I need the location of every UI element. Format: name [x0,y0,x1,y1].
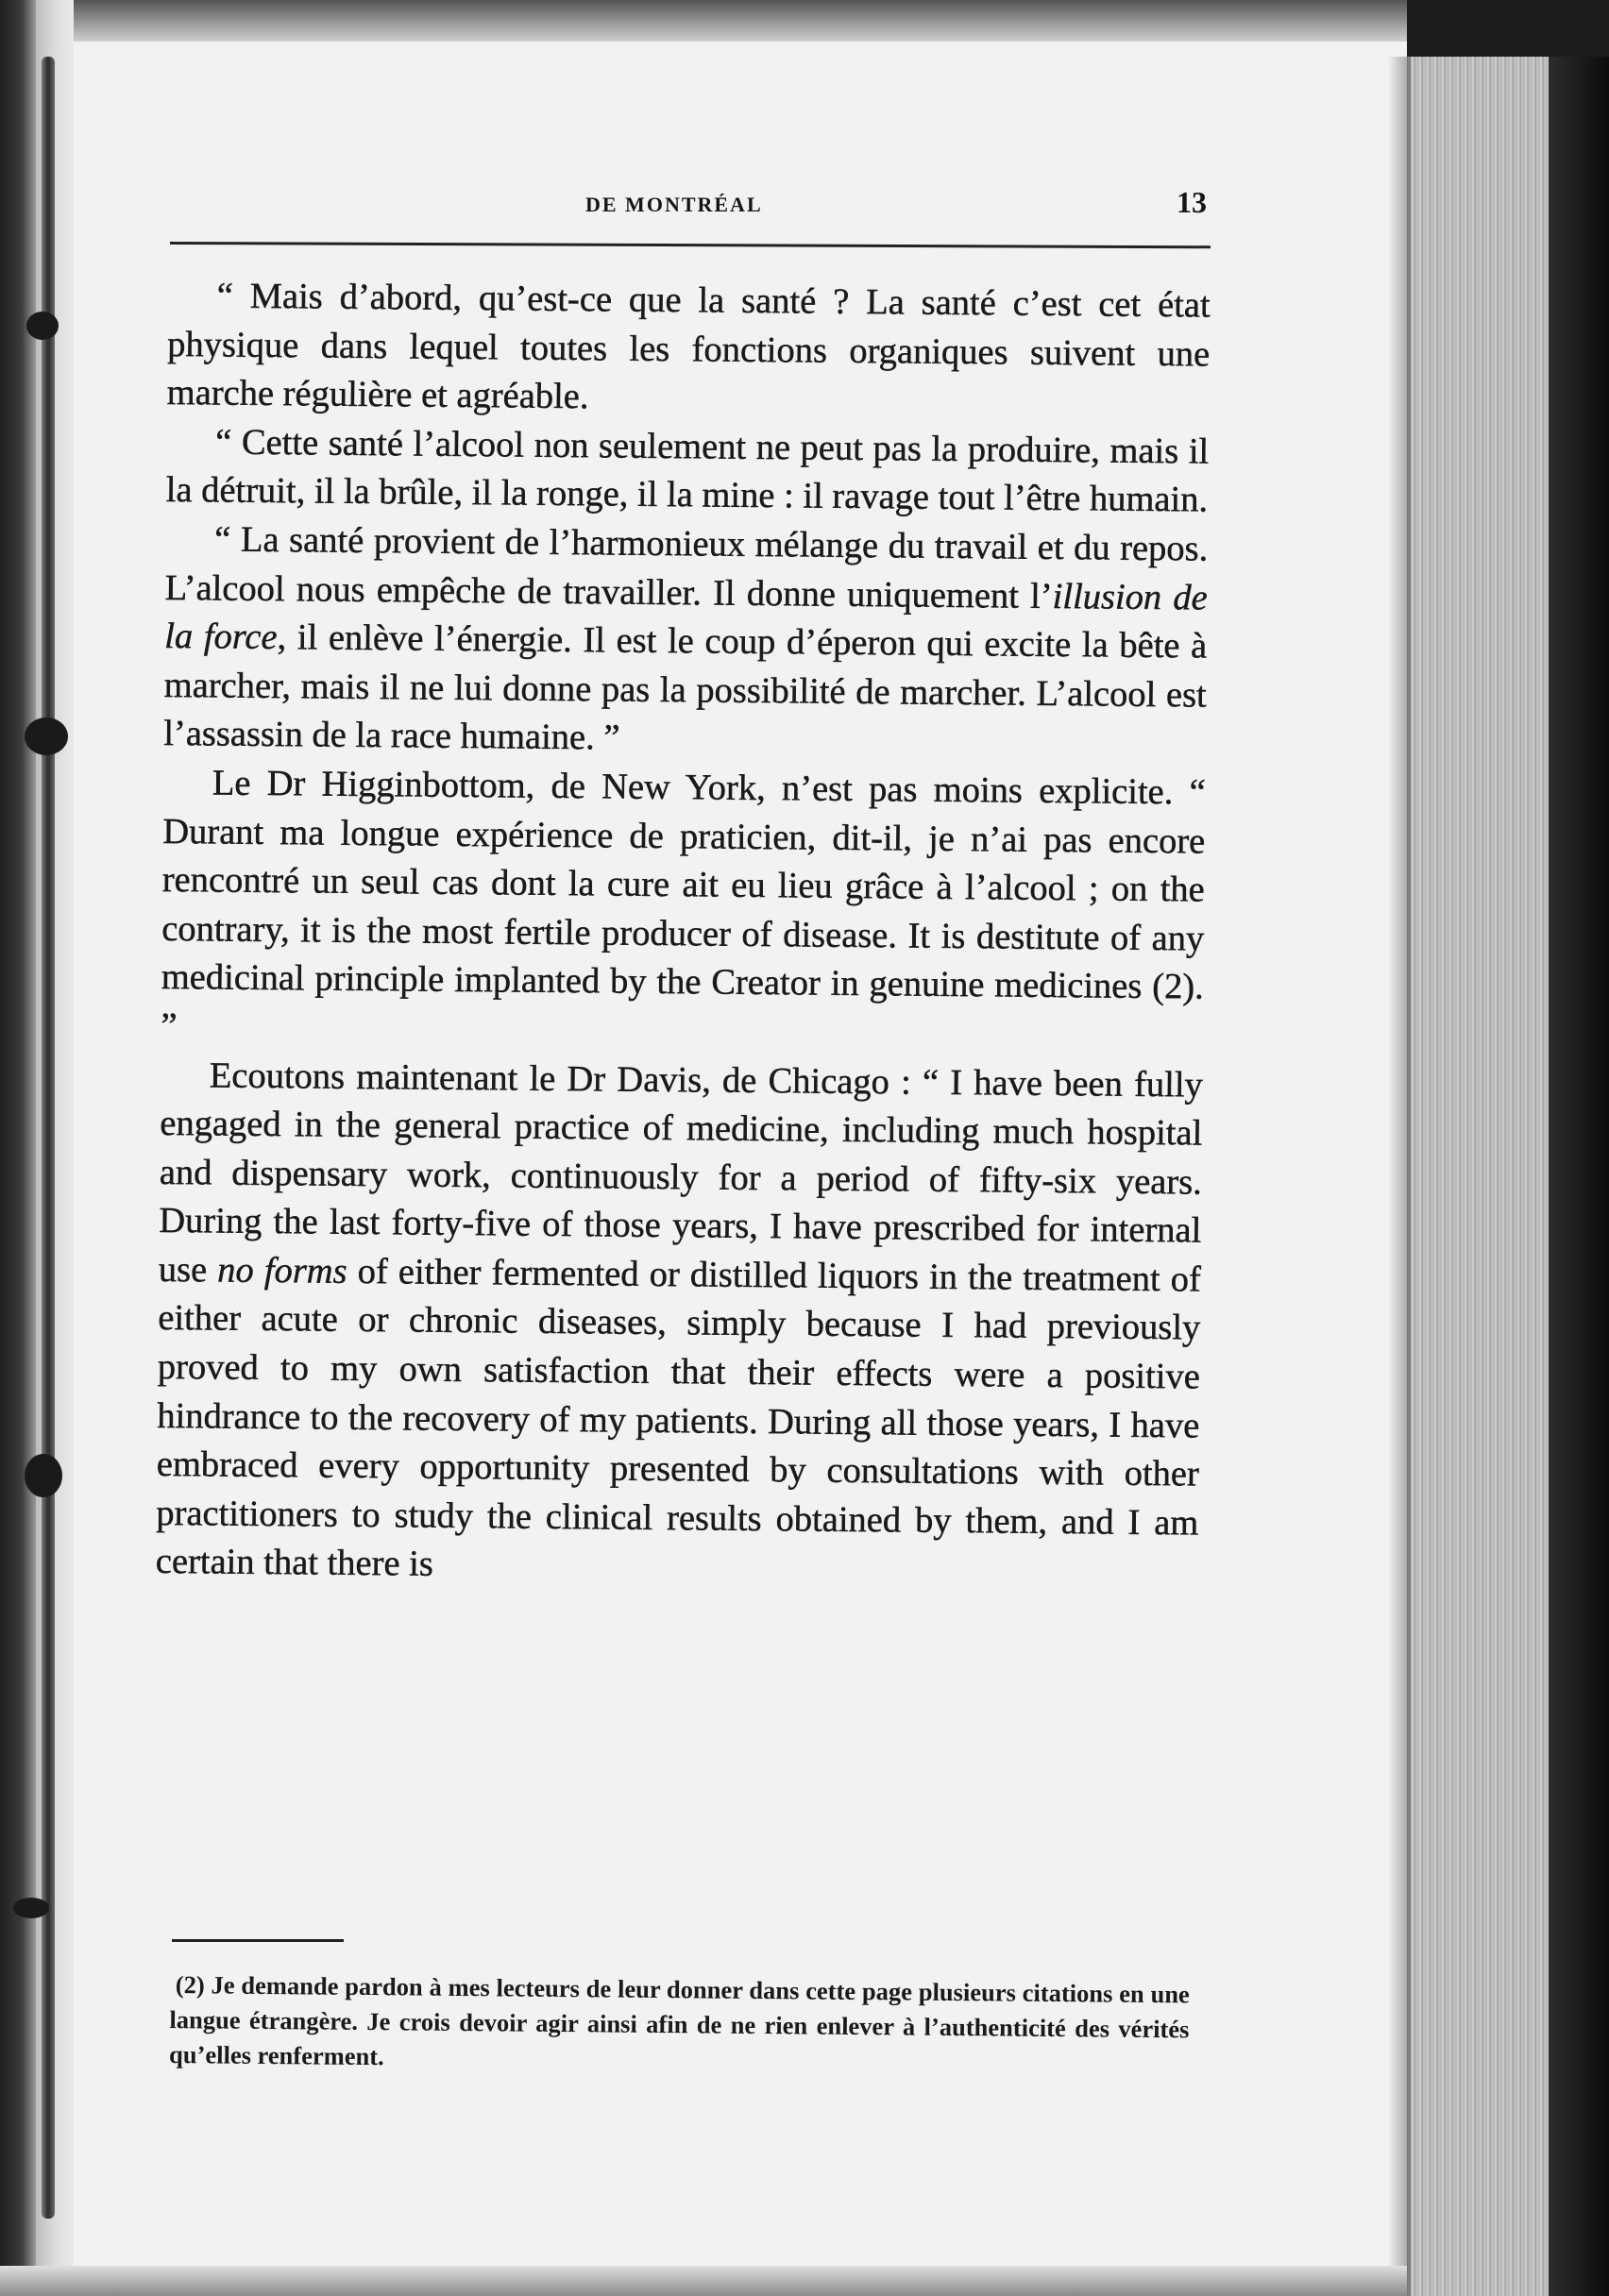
page-block-edges [1407,57,1609,2296]
binding-stitch [26,312,59,340]
paragraph-text: “ La santé provient de l’harmonieux mélange du travail et du repos. L’alcool nous empêche de travailler. Il donne uniquement l’ [164,519,1209,616]
scan-top-shadow [0,0,1407,42]
paragraph-text: of either fermented or distilled liquors in the treatment of either acute or chronic diseases, simply because I had previously proved to my own satisfaction that their effects were a positive hindrance to the recovery of my patients. During all those years, I have embraced every opportunity presented by consultations with other practitioners to study the clinical results obtained by them, and I am certain that there is [155,1251,1202,1585]
footnote [169,1967,1190,2082]
scan-bottom-shadow [0,2266,1407,2296]
binding-stitch [25,718,68,755]
footnote-rule [172,1939,344,1942]
binding-stitch [13,1898,49,1918]
binding-thread [42,57,55,2219]
running-title: DE MONTRÉAL [585,193,763,216]
paragraph [156,1051,1203,1596]
running-head [170,185,1209,232]
scan-background [1407,0,1609,57]
paragraph: “ Cette santé l’alcool non seulement ne peut pas la produire, mais il la détruit, il la brûle, il la ronge, il la mine : il ravage tout l’être humain. [165,422,1210,520]
page-edge-shadow [1388,57,1411,2296]
header-rule [170,242,1211,248]
paragraph-text: Ecoutons maintenant le Dr Davis, de Chicago : “ I have been fully engaged in the general practice of medicine, including much hospital and dispensary work, continuously for a period of fifty-six years. During the last forty-five of those years, I have prescribed for internal use [158,1055,1203,1291]
paragraph: Le Dr Higginbottom, de New York, n’est pas moins explicite. “ Durant ma longue expérience de praticien, dit-il, je n’ai pas encore rencontré un seul cas dont la cure ait eu lieu grâce à l’alcool ; on the contrary, it is the most fertile producer of disease. It is destitute of any medicinal principle implanted by the Creator in genuine medicines (2). ” [161,763,1206,1047]
paragraph [163,515,1208,769]
page-number: 13 [1177,185,1207,219]
footnote-text: (2) Je demande pardon à mes lecteurs de leur donner dans cette page plusieurs citations en une langue étrangère. Je crois devoir agir ainsi afin de ne rien enlever à l’authenticité des vérités qu’elles renferment. [168,1970,1190,2071]
paragraph: “ Mais d’abord, qu’est-ce que la santé ? La santé c’est cet état physique dans lequel toutes les fonctions organiques suivent une marche régulière et agréable. [166,276,1211,417]
italic-phrase: no forms [217,1250,347,1292]
binding-stitch [25,1454,62,1497]
paragraph-text: , il enlève l’énergie. Il est le coup d’éperon qui excite la bête à marcher, mais il ne lui donne pas la possibilité de marcher. L’alcool est l’assassin de la race humaine. ” [163,617,1208,758]
binding-edge [0,0,36,2296]
body-text [156,272,1211,1597]
italic-phrase: illusion de la force [164,576,1208,658]
